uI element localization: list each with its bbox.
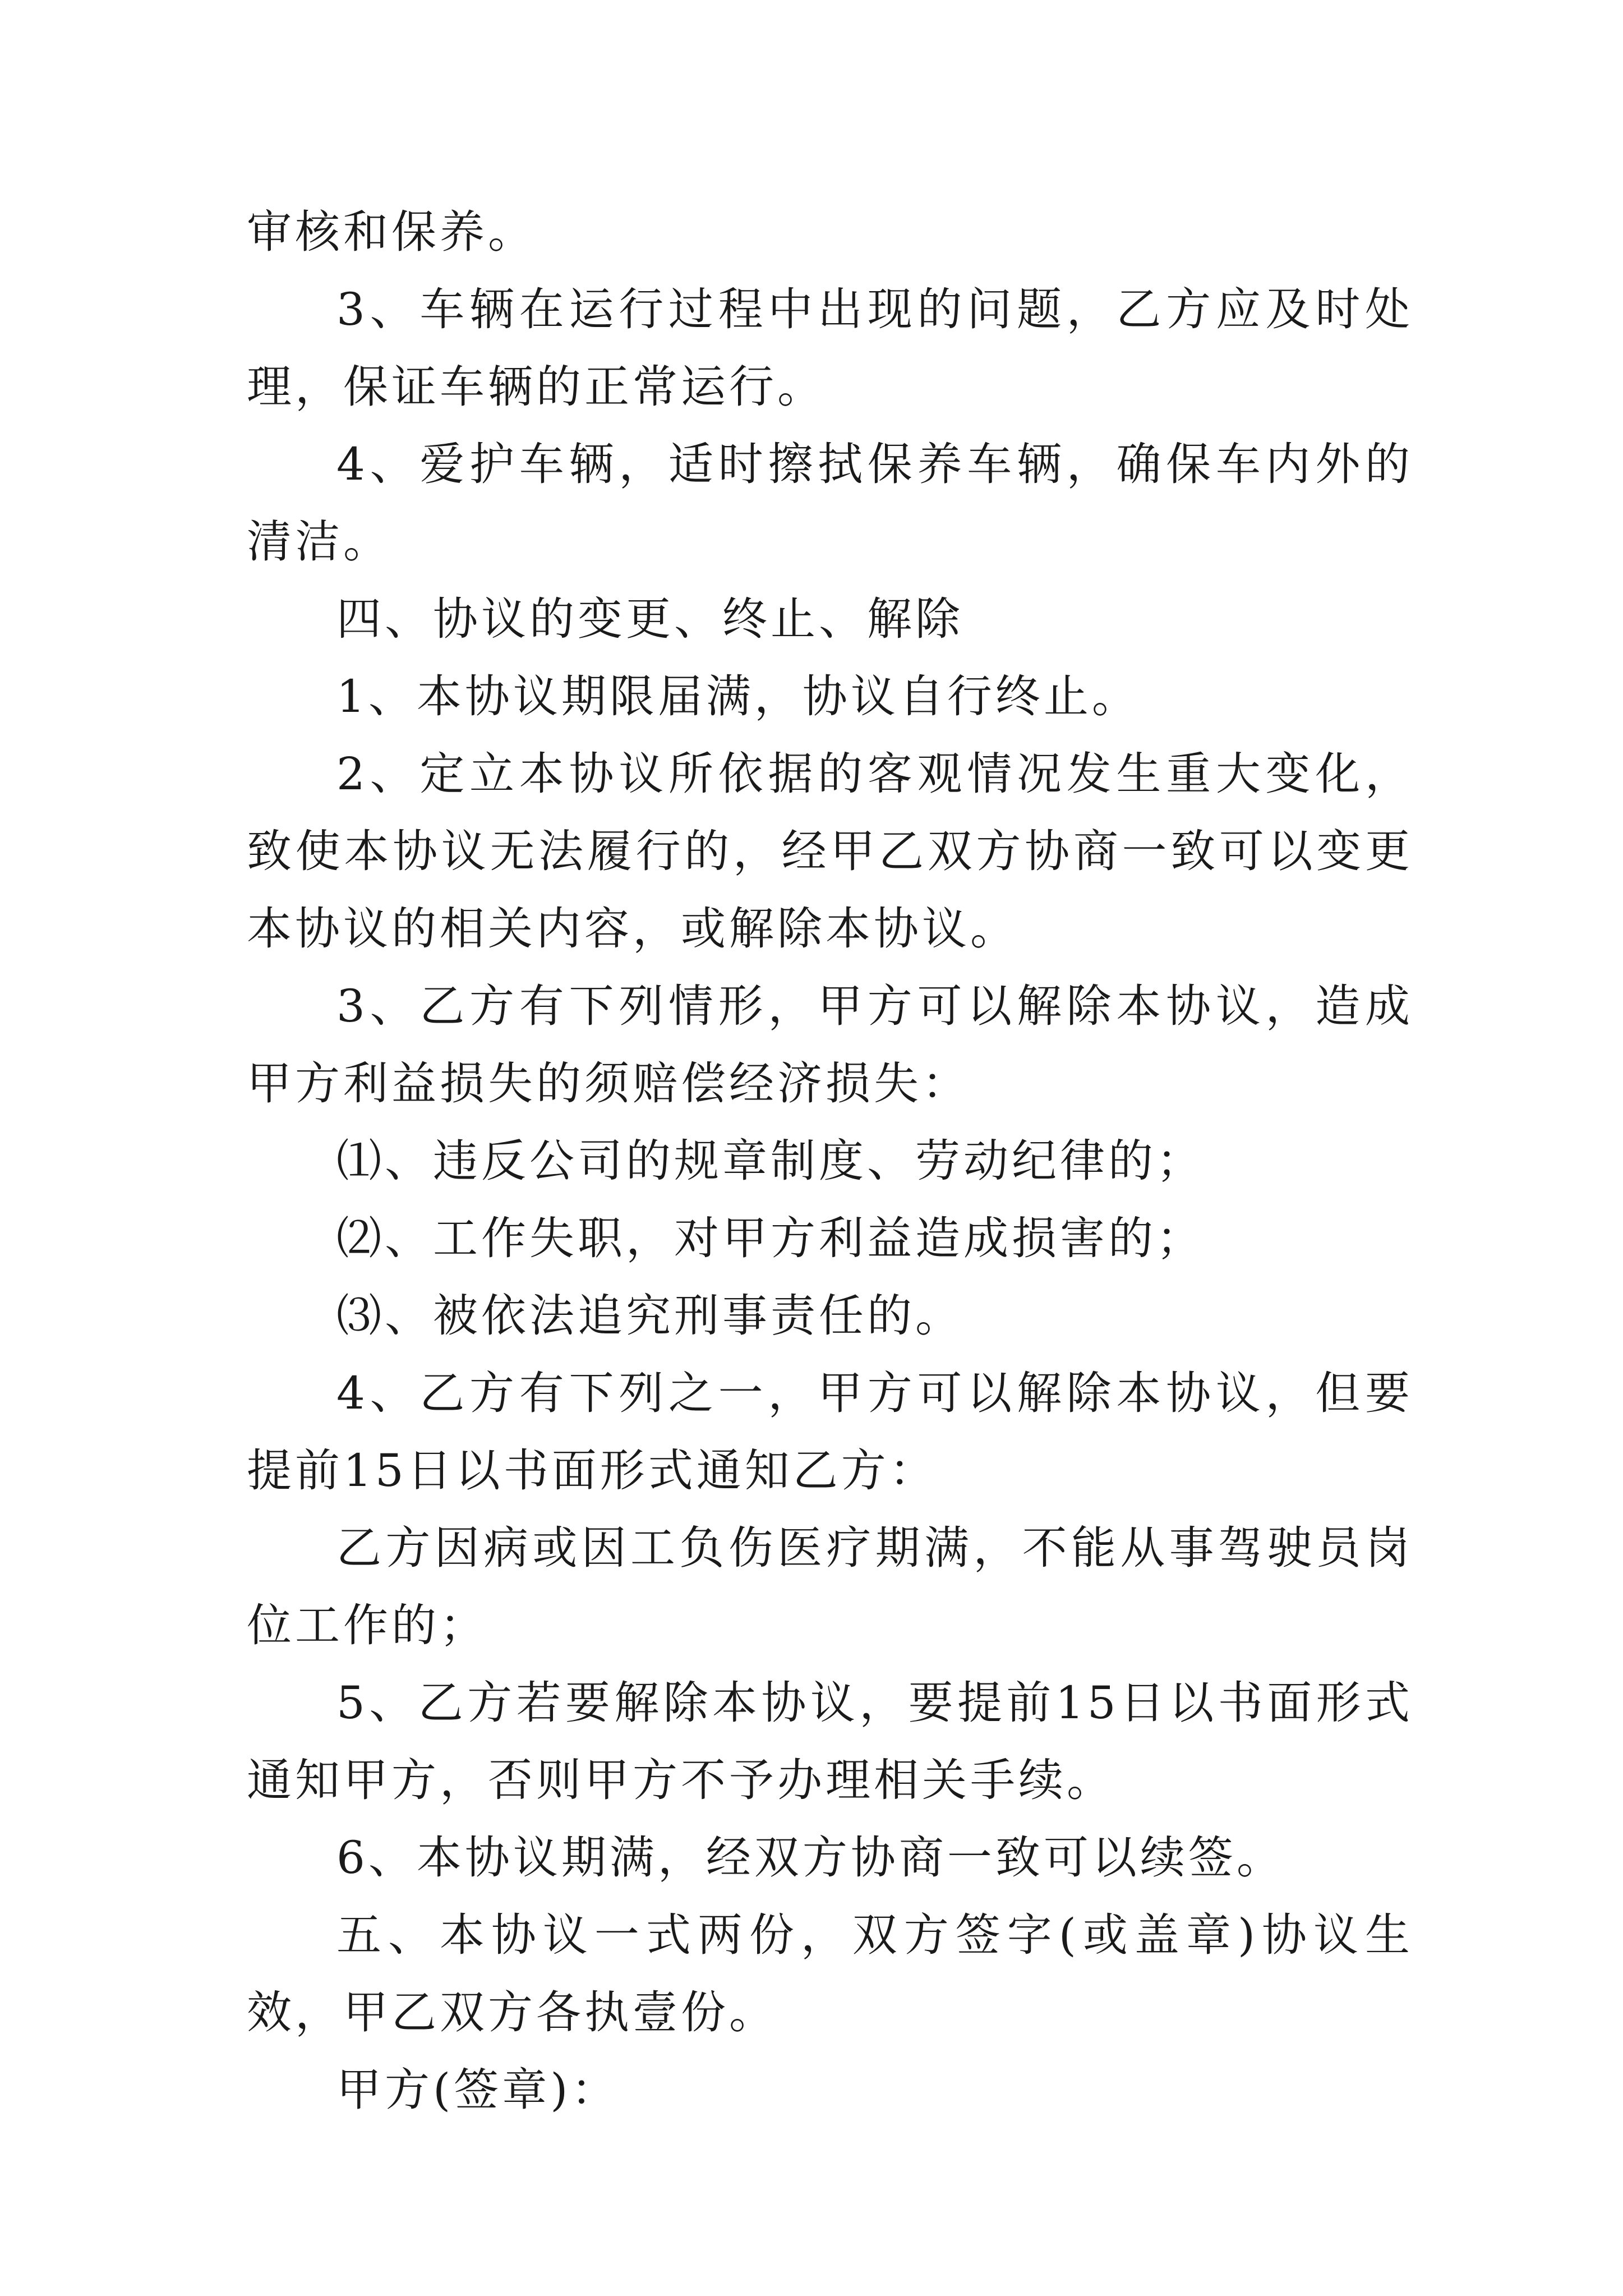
paragraph-item-3-vehicle-issues: 3、车辆在运行过程中出现的问题，乙方应及时处理，保证车辆的正常运行。 (247, 283, 1413, 413)
section-heading-5: 五、本协议一式两份，双方签字(或盖章)协议生效，甲乙双方各执壹份。 (247, 1909, 1413, 2039)
paragraph-subitem-1: ⑴、违反公司的规章制度、劳动纪律的； (336, 1135, 1205, 1187)
paragraph-item-4-vehicle-care: 4、爱护车辆，适时擦拭保养车辆，确保车内外的清洁。 (247, 438, 1413, 568)
paragraph-termination-5: 5、乙方若要解除本协议，要提前15日以书面形式通知甲方，否则甲方不予办理相关手续。 (247, 1677, 1413, 1806)
paragraph-termination-1: 1、本协议期限届满，协议自行终止。 (336, 670, 1140, 723)
paragraph-review-maintenance: 审核和保养。 (247, 206, 536, 258)
paragraph-termination-2: 2、定立本协议所依据的客观情况发生重大变化，致使本协议无法履行的，经甲乙双方协商一致可以变更本协议的相关内容，或解除本协议。 (247, 748, 1413, 955)
paragraph-subitem-2: ⑵、工作失职，对甲方利益造成损害的； (336, 1212, 1205, 1264)
document-body (247, 194, 1413, 2129)
section-heading-4: 四、协议的变更、终止、解除 (336, 593, 963, 645)
paragraph-subitem-3: ⑶、被依法追究刑事责任的。 (336, 1290, 963, 1342)
paragraph-termination-3: 3、乙方有下列情形，甲方可以解除本协议，造成甲方利益损失的须赔偿经济损失： (247, 980, 1413, 1110)
paragraph-illness-injury: 乙方因病或因工负伤医疗期满，不能从事驾驶员岗位工作的； (247, 1522, 1413, 1651)
party-a-signature-line: 甲方(签章)： (336, 2064, 620, 2116)
paragraph-termination-6: 6、本协议期满，经双方协商一致可以续签。 (336, 1832, 1285, 1884)
paragraph-termination-4: 4、乙方有下列之一，甲方可以解除本协议，但要提前15日以书面形式通知乙方： (247, 1367, 1413, 1497)
